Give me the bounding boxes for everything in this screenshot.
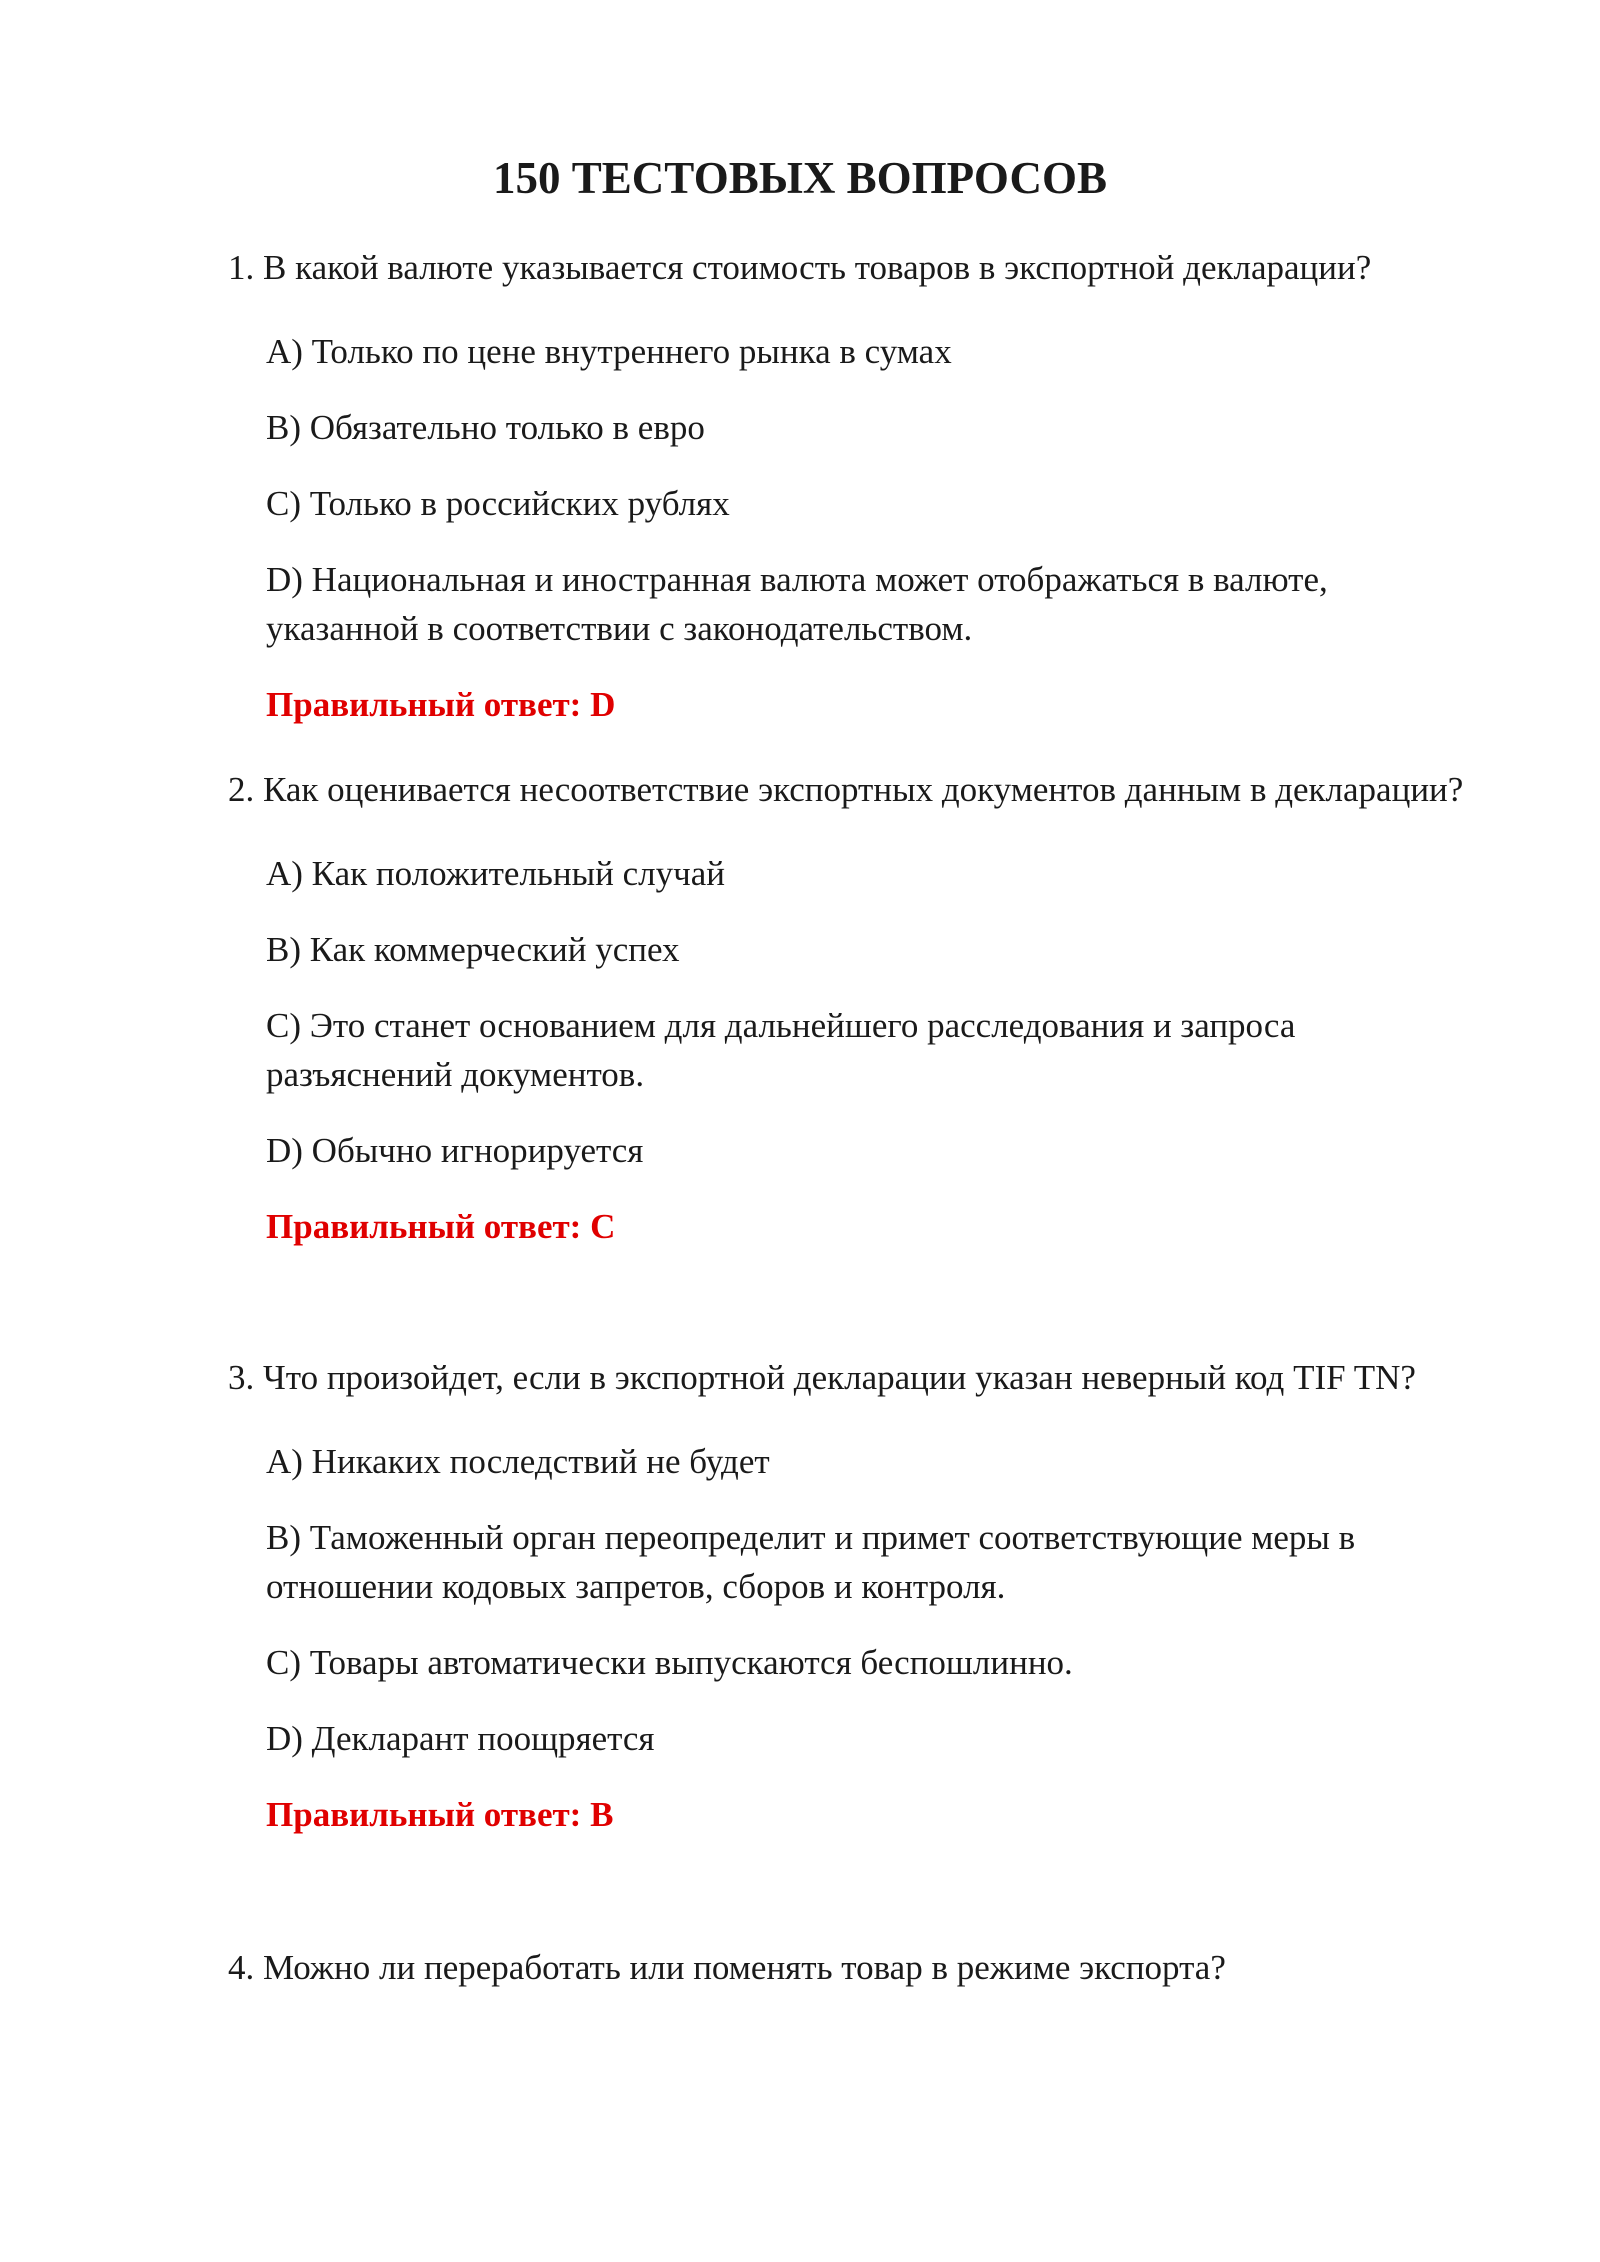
answer-label: Правильный ответ: bbox=[266, 1795, 582, 1834]
option-c: C) Товары автоматически выпускаются беспошлинно. bbox=[266, 1643, 1073, 1682]
question-text: 4. Можно ли переработать или поменять товар в режиме экспорта? bbox=[228, 1948, 1226, 1987]
question-text: 2. Как оценивается несоответствие экспортных документов данным в декларации? bbox=[228, 770, 1464, 809]
correct-answer bbox=[228, 1202, 1478, 1251]
option-d: D) Национальная и иностранная валюта может отображаться в валюте, указанной в соответствии с законодательством. bbox=[266, 560, 1328, 648]
option-b: B) Таможенный орган переопределит и примет соответствующие меры в отношении кодовых запретов, сборов и контроля. bbox=[266, 1518, 1356, 1606]
question-text: 3. Что произойдет, если в экспортной декларации указан неверный код TIF TN? bbox=[228, 1358, 1416, 1397]
option-b: B) Обязательно только в евро bbox=[266, 408, 705, 447]
document-title: 150 ТЕСТОВЫХ ВОПРОСОВ bbox=[493, 153, 1107, 203]
answer-letter: C bbox=[590, 1207, 616, 1246]
question-2 bbox=[228, 757, 1478, 1251]
answer-letter: B bbox=[590, 1795, 614, 1834]
answer-label: Правильный ответ: bbox=[266, 1207, 582, 1246]
answer-letter: D bbox=[590, 685, 616, 724]
option-b: B) Как коммерческий успех bbox=[266, 930, 680, 969]
correct-answer bbox=[228, 1790, 1478, 1839]
option-a: A) Только по цене внутреннего рынка в сумах bbox=[266, 332, 952, 371]
question-3 bbox=[228, 1345, 1478, 1839]
options-list bbox=[228, 327, 1478, 653]
question-1 bbox=[228, 235, 1478, 729]
option-c: C) Это станет основанием для дальнейшего расследования и запроса разъяснений документов. bbox=[266, 1006, 1296, 1094]
option-c: C) Только в российских рублях bbox=[266, 484, 730, 523]
option-a: A) Как положительный случай bbox=[266, 854, 725, 893]
correct-answer bbox=[228, 680, 1478, 729]
options-list bbox=[228, 849, 1478, 1175]
option-d: D) Обычно игнорируется bbox=[266, 1131, 644, 1170]
question-4 bbox=[228, 1935, 1478, 2000]
option-a: A) Никаких последствий не будет bbox=[266, 1442, 770, 1481]
question-text: 1. В какой валюте указывается стоимость товаров в экспортной декларации? bbox=[228, 248, 1372, 287]
answer-label: Правильный ответ: bbox=[266, 685, 582, 724]
options-list bbox=[228, 1437, 1478, 1763]
option-d: D) Декларант поощряется bbox=[266, 1719, 655, 1758]
